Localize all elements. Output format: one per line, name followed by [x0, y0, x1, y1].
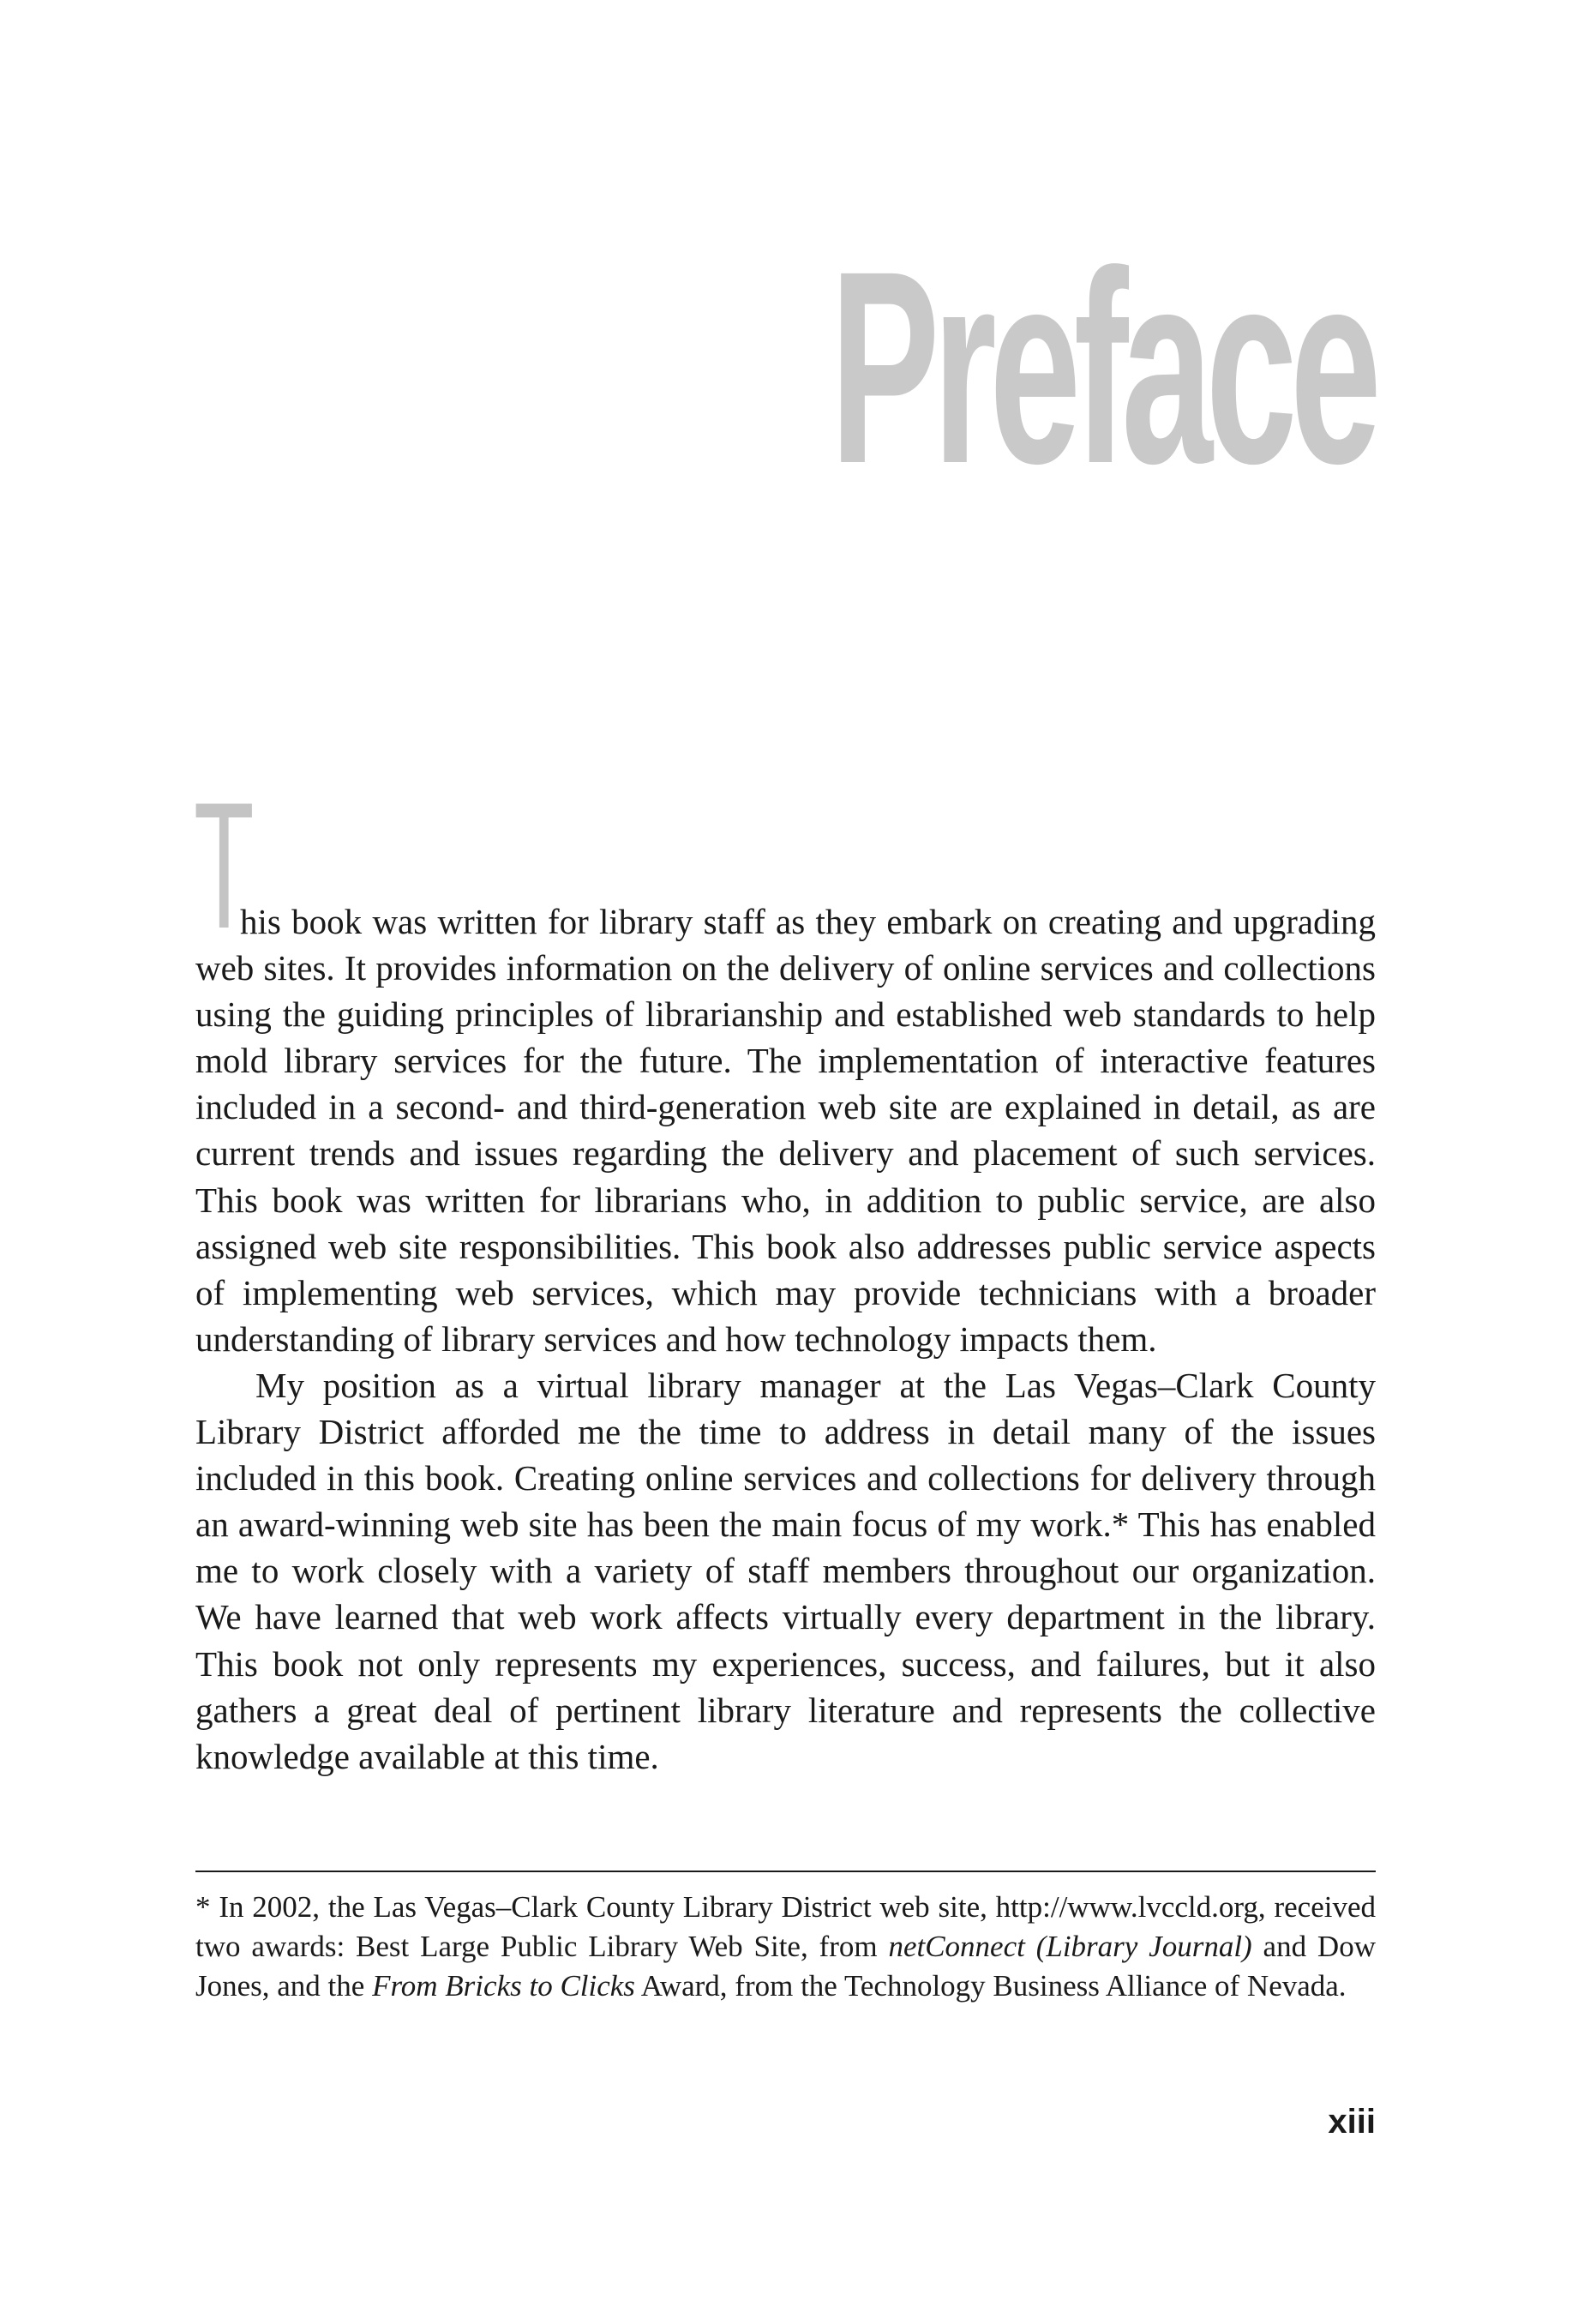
page-number: xiii	[1328, 2103, 1376, 2141]
footnote-italic-2: From Bricks to Clicks	[372, 1969, 635, 2003]
footnote	[195, 1888, 1376, 2006]
footnote-text-2: and Dow Jones, and the	[195, 1930, 1376, 2003]
chapter-title: Preface	[829, 213, 1374, 520]
paragraph-2: My position as a virtual library manager at the Las Vegas–Clark County Library District afforded me the time to address in detail many of the issues included in this book. Creating online services and collections for delivery through an award-winning web site has been the main focus of my work.* This has enabled me to work closely with a variety of staff members throughout our organization. We have learned that web work affects virtually every department in the library. This book not only represents my experiences, success, and failures, but it also gathers a great deal of pertinent library literature and represents the collective knowledge available at this time.	[195, 1365, 1376, 1776]
footnote-text-3: Award, from the Technology Business Alliance of Nevada.	[634, 1969, 1347, 2003]
footnote-italic-1: netConnect (Library Journal)	[888, 1930, 1252, 1963]
footnote-divider	[195, 1871, 1376, 1872]
drop-cap: T	[194, 765, 255, 966]
body-text	[195, 898, 1376, 1780]
paragraph-1: his book was written for library staff as they embark on creating and upgrading web sites. It provides information on the delivery of online services and collections using the guiding principles of librarianship and established web standards to help mold library services for the future. The implementation of interactive features included in a second- and third-generation web site are explained in detail, as are current trends and issues regarding the delivery and placement of such services. This book was written for librarians who, in addition to public service, are also assigned web site responsibilities. This book also addresses public service aspects of implementing web services, which may provide technicians with a broader understanding of library services and how technology impacts them.	[195, 902, 1376, 1359]
footnote-text-1: * In 2002, the Las Vegas–Clark County Library District web site, http://www.lvccld.org, received two awards: Best Large Public Library Web Site, from	[195, 1890, 1376, 1963]
